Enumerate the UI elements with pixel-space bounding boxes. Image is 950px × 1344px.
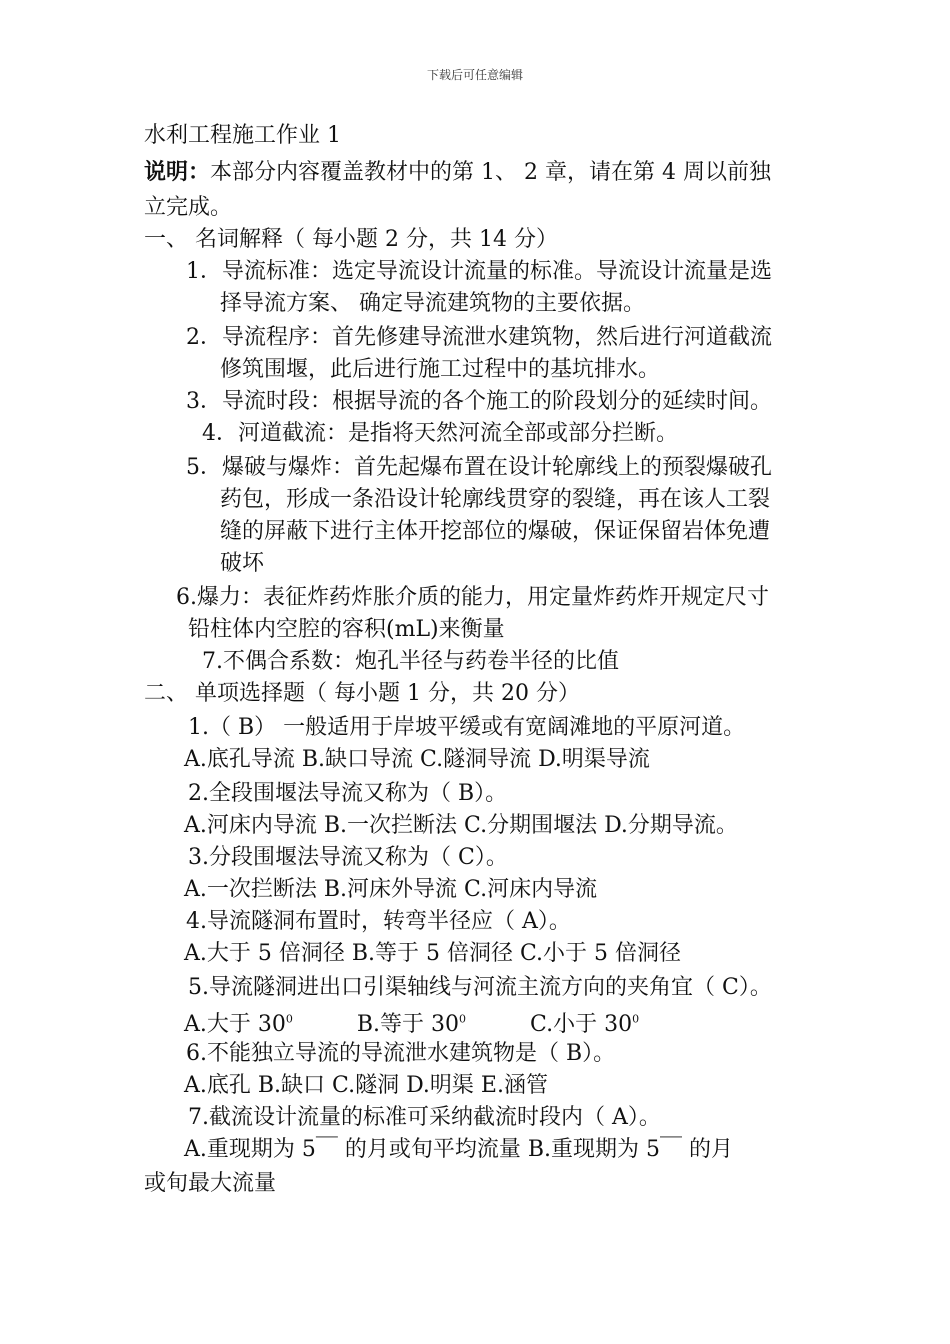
q6-stem: 6.不能独立导流的导流泄水建筑物是（ B）。 — [186, 1041, 616, 1066]
q1-stem: 1.（ B） 一般适用于岸坡平缓或有宽阔滩地的平原河道。 — [188, 715, 746, 740]
intro-label: 说明： — [144, 159, 211, 185]
term-5-line-4: 破坏 — [220, 551, 265, 576]
term-6-line-1: 6.爆力：表征炸药炸胀介质的能力，用定量炸药炸开规定尺寸 — [176, 585, 769, 610]
intro-line-2: 立完成。 — [144, 195, 233, 220]
term-2-line-1: 2．导流程序：首先修建导流泄水建筑物，然后进行河道截流 — [186, 325, 772, 350]
term-5-line-3: 缝的屏蔽下进行主体开挖部位的爆破，保证保留岩体免遭 — [220, 519, 771, 544]
q2-options: A.河床内导流 B.一次拦断法 C.分期围堰法 D.分期导流。 — [184, 813, 738, 838]
term-4-line-1: 4．河道截流：是指将天然河流全部或部分拦断。 — [202, 421, 678, 446]
q7-stem: 7.截流设计流量的标准可采纳截流时段内（ A）。 — [188, 1105, 661, 1130]
term-3-line-1: 3．导流时段：根据导流的各个施工的阶段划分的延续时间。 — [186, 389, 772, 414]
degree-superscript: 0 — [459, 1013, 467, 1026]
page-header: 下载后可任意编辑 — [426, 68, 523, 82]
degree-superscript: 0 — [285, 1013, 293, 1026]
q4-options: A.大于 5 倍洞径 B.等于 5 倍洞径 C.小于 5 倍洞径 — [184, 941, 682, 966]
q1-options: A.底孔导流 B.缺口导流 C.隧洞导流 D.明渠导流 — [184, 747, 650, 772]
q7-options-line-2: 或旬最大流量 — [144, 1171, 277, 1196]
term-1-line-1: 1．导流标准：选定导流设计流量的标准。导流设计流量是选 — [186, 259, 772, 284]
intro-text: 本部分内容覆盖教材中的第 1、 2 章，请在第 4 周以前独 — [210, 160, 771, 185]
q2-stem: 2.全段围堰法导流又称为（ B）。 — [188, 781, 508, 806]
q5-option-b: B.等于 $30^0$ — [356, 1012, 467, 1038]
term-6-line-2: 铅柱体内空腔的容积(mL)来衡量 — [188, 617, 505, 642]
degree-superscript: 0 — [632, 1013, 640, 1026]
term-2-line-2: 修筑围堰，此后进行施工过程中的基坑排水。 — [220, 357, 661, 382]
q4-stem: 4.导流隧洞布置时，转弯半径应（ A）。 — [186, 909, 571, 934]
q7-options-line-1: A.重现期为 5￣ 的月或旬平均流量 B.重现期为 5￣ 的月 — [184, 1137, 734, 1162]
intro-line-1 — [144, 158, 771, 187]
term-7-line-1: 7.不偶合系数：炮孔半径与药卷半径的比值 — [202, 649, 619, 674]
q3-options: A.一次拦断法 B.河床外导流 C.河床内导流 — [184, 877, 598, 902]
q5-options — [184, 1006, 639, 1039]
q5-stem: 5.导流隧洞进出口引渠轴线与河流主流方向的夹角宜（ C）。 — [188, 975, 772, 1000]
q5-option-c: C.小于 $30^0$ — [530, 1012, 640, 1038]
q6-options: A.底孔 B.缺口 C.隧洞 D.明渠 E.涵管 — [184, 1073, 548, 1098]
term-5-line-2: 药包，形成一条沿设计轮廓线贯穿的裂缝，再在该人工裂 — [220, 487, 771, 512]
section1-heading: 一、 名词解释（ 每小题 2 分，共 14 分） — [144, 227, 558, 252]
term-5-line-1: 5．爆破与爆炸：首先起爆布置在设计轮廓线上的预裂爆破孔 — [186, 455, 772, 480]
document-title: 水利工程施工作业 1 — [144, 123, 341, 148]
q3-stem: 3.分段围堰法导流又称为（ C）。 — [188, 845, 508, 870]
term-1-line-2: 择导流方案、 确定导流建筑物的主要依据。 — [220, 291, 645, 316]
q5-option-a: A.大于 $30^0$ — [184, 1012, 293, 1038]
section2-heading: 二、 单项选择题（ 每小题 1 分，共 20 分） — [144, 681, 580, 706]
